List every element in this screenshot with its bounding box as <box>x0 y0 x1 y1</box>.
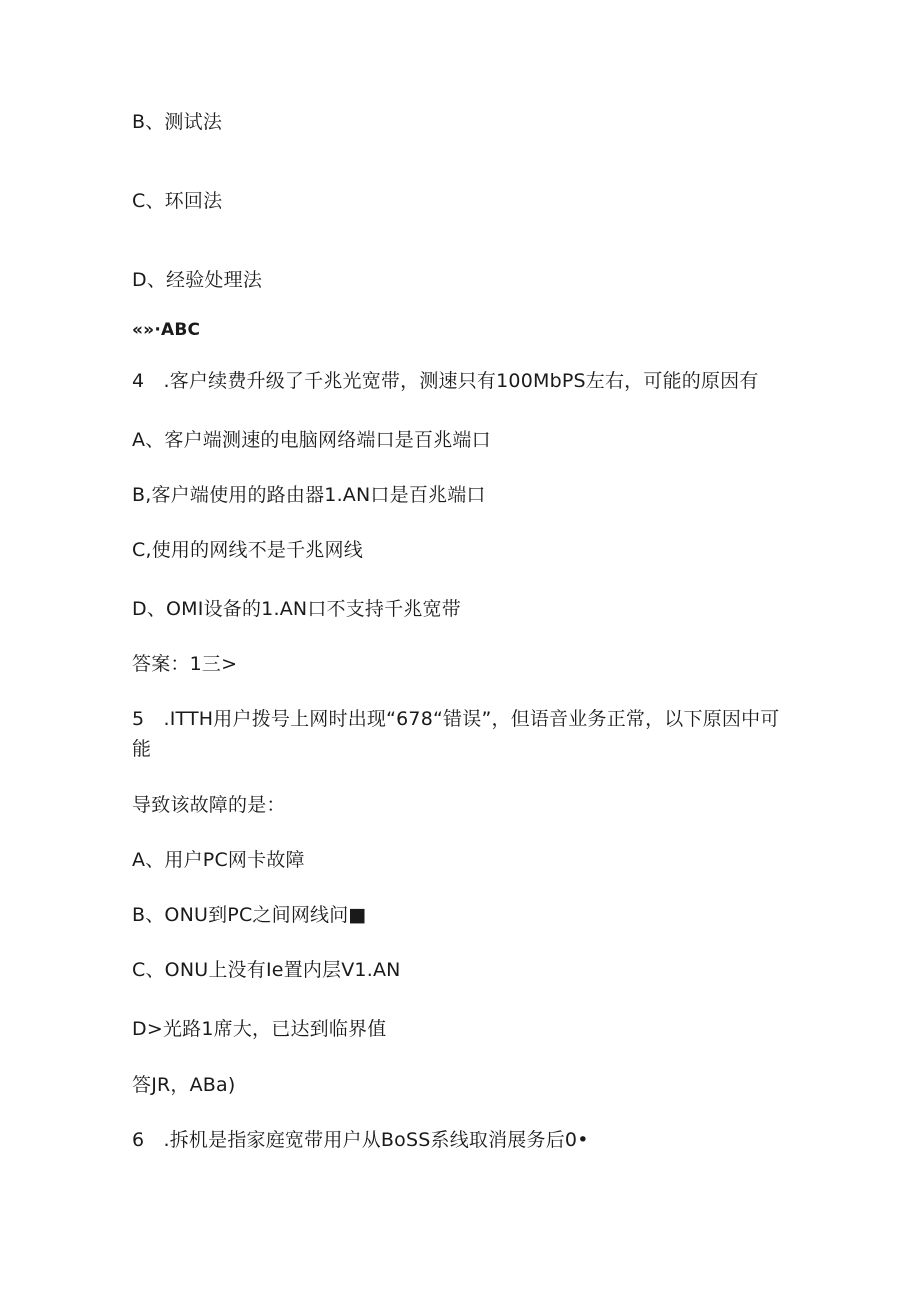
question-5-line-1: 5 .ITTH用户拨号上网时出现“678“错误”，但语音业务正常，以下原因中可 <box>132 708 780 730</box>
question-4: 4 .客户续费升级了千兆光宽带，测速只有100MbPS左右，可能的原因有 <box>132 370 759 392</box>
answer-q4: 答案：1三> <box>132 653 238 675</box>
answer-q5: 答JR，ABa) <box>132 1074 236 1096</box>
q4-option-b: B,客户端使用的路由器1.AN口是百兆端口 <box>132 484 486 506</box>
q4-option-c: C,使用的网线不是千兆网线 <box>132 539 363 561</box>
q4-option-a: A、客户端测速的电脑网络端口是百兆端口 <box>132 429 491 451</box>
question-5-line-2: 能 <box>132 738 152 760</box>
option-d-experience-method: D、经验处理法 <box>132 269 263 291</box>
option-c-loopback-method: C、环回法 <box>132 190 223 212</box>
question-5-line-3: 导致该故障的是： <box>132 794 286 816</box>
q5-option-a: A、用户PC网卡故障 <box>132 849 305 871</box>
q5-option-d: D>光路1席大，已达到临界值 <box>132 1018 387 1040</box>
answer-q3: «»·ABC <box>132 320 201 340</box>
q5-option-c: C、ONU上没有Ie置内层V1.AN <box>132 959 401 981</box>
q5-option-b: B、ONU到PC之间网线问■ <box>132 904 367 926</box>
option-b-test-method: B、测试法 <box>132 111 223 133</box>
question-6: 6 .拆机是指家庭宽带用户从BoSS系线取消展务后0• <box>132 1129 589 1151</box>
q4-option-d: D、OMI设备的1.AN口不支持千兆宽带 <box>132 598 461 620</box>
